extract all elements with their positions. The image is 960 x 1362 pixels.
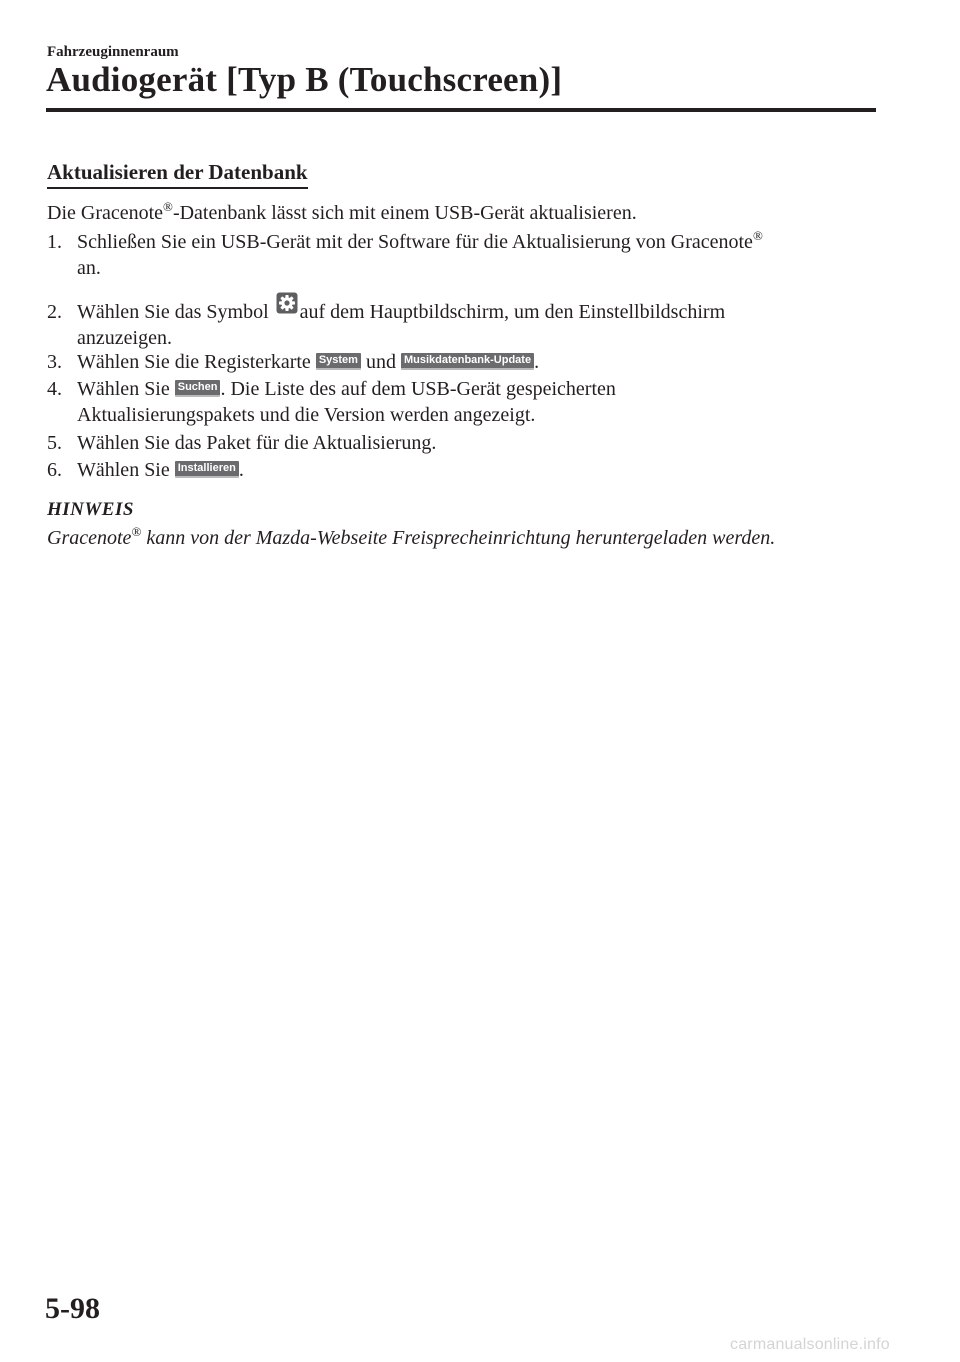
- step-5: [47, 430, 436, 456]
- step-text-c: .: [534, 351, 540, 373]
- step-3: [47, 349, 539, 375]
- note-text: [47, 524, 776, 550]
- step-6: [47, 457, 244, 483]
- step-text-b: .: [238, 459, 244, 481]
- intro-text-a: Die Gracenote: [47, 202, 164, 224]
- step-text: Wählen Sie: [77, 378, 170, 400]
- step-continuation: anzuzeigen.: [77, 327, 172, 349]
- watermark: carmanualsonline.info: [730, 1336, 890, 1353]
- registered-mark: ®: [163, 199, 173, 214]
- step-number: 6.: [47, 459, 62, 481]
- step-number: 1.: [47, 231, 62, 253]
- step-number: 3.: [47, 351, 62, 373]
- gear-icon: [276, 292, 298, 314]
- registered-mark: ®: [752, 228, 763, 243]
- step-number: 5.: [47, 432, 62, 454]
- step-text: Schließen Sie ein USB-Gerät mit der Software für die Aktualisierung von Gracenote: [77, 231, 753, 253]
- page-title: Audiogerät [Typ B (Touchscreen)]: [46, 60, 563, 99]
- step-text: Wählen Sie die Registerkarte: [77, 351, 311, 373]
- step-number: 2.: [47, 301, 62, 323]
- install-button-chip: Installieren: [175, 461, 239, 478]
- step-number: 4.: [47, 378, 62, 400]
- note-text-b: kann von der Mazda-Webseite Freisprecheinrichtung heruntergeladen werden.: [141, 527, 776, 549]
- step-text-b: auf dem Hauptbildschirm, um den Einstellbildschirm: [299, 301, 726, 323]
- note-text-a: Gracenote: [47, 527, 132, 549]
- step-4: [47, 376, 616, 428]
- intro-paragraph: [47, 199, 637, 225]
- step-text: Wählen Sie das Symbol: [77, 301, 269, 323]
- intro-text-b: -Datenbank lässt sich mit einem USB-Gerät aktualisieren.: [172, 202, 637, 224]
- registered-mark: ®: [131, 524, 142, 539]
- music-db-update-chip: Musikdatenbank-Update: [401, 353, 534, 370]
- step-text-b: und: [365, 351, 396, 373]
- title-divider: [46, 108, 876, 112]
- step-continuation: Aktualisierungspakets und die Version werden angezeigt.: [77, 404, 536, 426]
- search-button-chip: Suchen: [175, 380, 221, 397]
- chapter-label: Fahrzeuginnenraum: [47, 44, 179, 60]
- system-tab-chip: System: [316, 353, 361, 370]
- step-continuation: an.: [77, 257, 101, 279]
- step-text: Wählen Sie: [77, 459, 170, 481]
- section-heading: Aktualisieren der Datenbank: [47, 160, 308, 189]
- step-1: [47, 229, 763, 281]
- step-2: [47, 292, 725, 351]
- step-text: Wählen Sie das Paket für die Aktualisierung.: [77, 432, 437, 454]
- page-number: 5-98: [45, 1292, 100, 1325]
- step-text-b: . Die Liste des auf dem USB-Gerät gespeicherten: [220, 378, 616, 400]
- note-title: HINWEIS: [47, 499, 134, 520]
